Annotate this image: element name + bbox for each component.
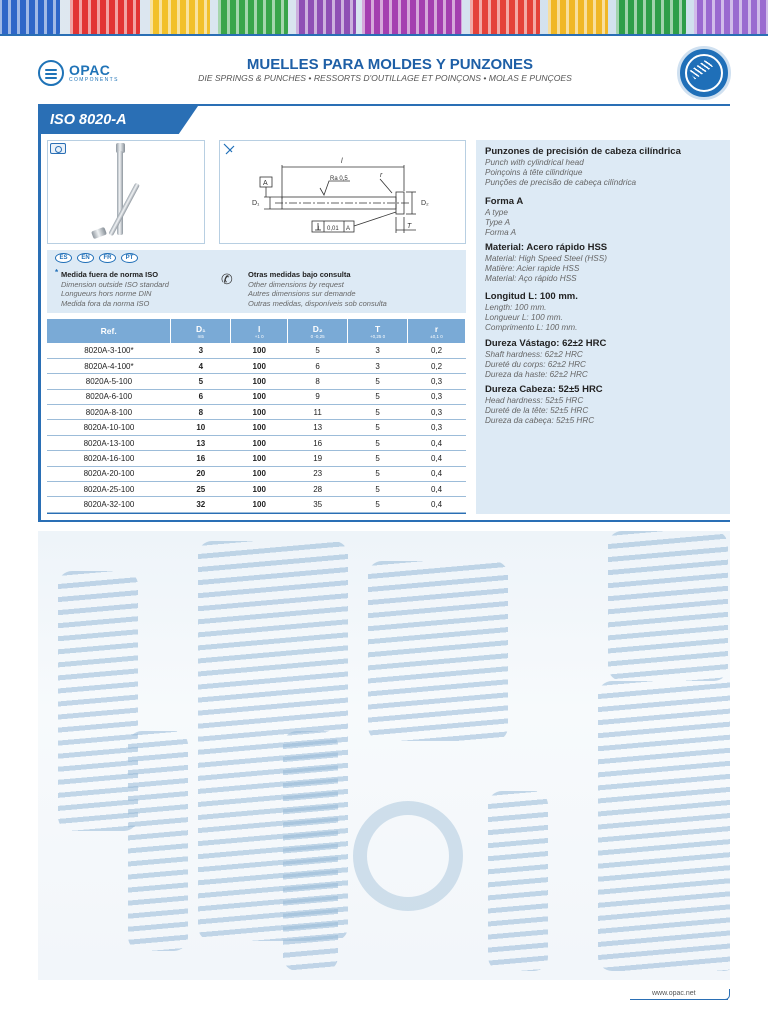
section-left-border (38, 134, 41, 522)
spec-translation: Comprimento L: 100 mm. (485, 322, 578, 332)
table-header-cell: l +1 0 (231, 319, 288, 343)
datum-a-label: A (263, 180, 268, 187)
table-header-cell: r ±0,1 0 (408, 319, 466, 343)
lang-es-badge[interactable]: ES (55, 253, 72, 263)
table-cell: 4 (171, 358, 231, 373)
lang-en-badge[interactable]: EN (77, 253, 94, 263)
table-cell: 0,2 (408, 358, 466, 373)
banner-divider (0, 34, 768, 36)
banner-spring (296, 0, 356, 34)
table-cell: 100 (231, 435, 288, 450)
dimensions-table (47, 319, 466, 513)
page-title: MUELLES PARA MOLDES Y PUNZONES (246, 56, 534, 73)
table-row (47, 358, 466, 373)
tolerance-value: 0,01 (327, 226, 339, 232)
bg-spring (598, 681, 730, 971)
banner-spring (218, 0, 288, 34)
lang-pt-badge[interactable]: PT (121, 253, 138, 263)
dim-d1-label: D₁ (252, 200, 260, 207)
banner-spring (548, 0, 608, 34)
spec-block (485, 384, 603, 425)
camera-icon (50, 143, 66, 154)
table-row (47, 405, 466, 420)
table-cell: 23 (288, 466, 348, 481)
table-row (47, 482, 466, 497)
table-cell: 20 (171, 466, 231, 481)
table-cell: 5 (348, 497, 408, 512)
brand-subtitle: COMPONENTS (69, 77, 119, 83)
table-cell: 5 (348, 435, 408, 450)
opac-logo-icon (38, 60, 64, 86)
asterisk-marker: * (55, 268, 59, 277)
table-cell: 0,4 (408, 435, 466, 450)
table-cell: 8 (288, 374, 348, 389)
spec-translation: Head hardness: 52±5 HRC (485, 396, 584, 405)
table-cell: 13 (288, 420, 348, 435)
table-cell: 100 (231, 497, 288, 512)
banner-spring (616, 0, 686, 34)
table-cell: 8 (171, 405, 231, 420)
table-cell: 8020A-3-100* (47, 343, 171, 358)
pencil-icon (224, 144, 234, 154)
table-cell: 19 (288, 451, 348, 466)
table-row (47, 343, 466, 358)
table-cell: 8020A-32-100 (47, 497, 171, 512)
table-row (47, 389, 466, 404)
table-cell: 8020A-5-100 (47, 374, 171, 389)
spec-block (485, 338, 606, 379)
table-cell: 5 (348, 466, 408, 481)
table-cell: 100 (231, 374, 288, 389)
table-cell: 8020A-6-100 (47, 389, 171, 404)
spec-translation: Matière: Acier rapide HSS (485, 263, 580, 273)
spec-heading: Material: Acero rápido HSS (485, 242, 608, 253)
table-cell: 6 (171, 389, 231, 404)
table-cell: 0,4 (408, 497, 466, 512)
bg-spring (283, 731, 338, 971)
spec-translation: Type A (485, 217, 511, 227)
footer-website-link[interactable]: www.opac.net (652, 990, 696, 997)
table-header-cell: D₁ m5 (171, 319, 231, 343)
brand-name: OPAC (69, 62, 111, 78)
spec-translation: Shaft hardness: 62±2 HRC (485, 350, 583, 359)
table-row (47, 451, 466, 466)
spec-translation: Dureté de la tête: 52±5 HRC (485, 405, 589, 415)
banner-spring (150, 0, 210, 34)
lang-fr-badge[interactable]: FR (99, 253, 116, 263)
spec-translation: Dureza da haste: 62±2 HRC (485, 369, 588, 379)
spec-translation: Length: 100 mm. (485, 303, 547, 312)
table-cell: 0,3 (408, 374, 466, 389)
bg-spring (58, 571, 138, 831)
table-cell: 5 (171, 374, 231, 389)
table-cell: 35 (288, 497, 348, 512)
table-cell: 13 (171, 435, 231, 450)
table-cell: 5 (348, 451, 408, 466)
table-row (47, 420, 466, 435)
bg-spring (128, 731, 188, 951)
table-header-cell: T +0,25 0 (348, 319, 408, 343)
table-cell: 8020A-20-100 (47, 466, 171, 481)
technical-drawing (220, 141, 467, 245)
footer-rule (630, 999, 728, 1000)
table-header-row (47, 319, 466, 343)
roughness-label: Ra 0,5 (330, 176, 348, 182)
spec-translation: Forma A (485, 227, 517, 237)
spec-translation: Dureza da cabeça: 52±5 HRC (485, 415, 595, 425)
section-rule (38, 104, 730, 106)
banner-spring (70, 0, 140, 34)
spec-heading: Dureza Cabeza: 52±5 HRC (485, 384, 603, 395)
punch-shaft-image (108, 183, 140, 237)
bg-spring-ring (353, 801, 463, 911)
spec-block (485, 146, 681, 187)
spec-block (485, 242, 607, 283)
table-cell: 8020A-16-100 (47, 451, 171, 466)
table-cell: 5 (348, 389, 408, 404)
table-row (47, 435, 466, 450)
table-body (47, 343, 466, 512)
table-cell: 0,3 (408, 389, 466, 404)
bg-spring (368, 561, 508, 741)
table-cell: 5 (348, 374, 408, 389)
table-cell: 0,4 (408, 466, 466, 481)
spec-translation: Longueur L: 100 mm. (485, 312, 563, 322)
table-cell: 100 (231, 405, 288, 420)
note-other-dimensions: Otras medidas bajo consulta Other dimensions by request Autres dimensions sur demande Outras medidas, disponíveis sob consulta (248, 270, 387, 308)
table-cell: 5 (288, 343, 348, 358)
table-cell: 0,2 (408, 343, 466, 358)
spec-translation: A type (485, 208, 508, 217)
dim-d2-label: D₂ (421, 200, 429, 207)
section-bottom-border (38, 520, 730, 522)
banner-spring (362, 0, 462, 34)
table-cell: 16 (288, 435, 348, 450)
table-cell: 0,3 (408, 405, 466, 420)
bg-spring (488, 791, 548, 971)
springs-banner (0, 0, 768, 34)
technical-drawing-panel (219, 140, 466, 244)
dim-t-label: T (407, 223, 412, 230)
table-cell: 100 (231, 482, 288, 497)
table-cell: 5 (348, 405, 408, 420)
table-row (47, 374, 466, 389)
spec-translation: Poinçoins à tête cilindrique (485, 167, 583, 177)
table-cell: 9 (288, 389, 348, 404)
table-cell: 8020A-10-100 (47, 420, 171, 435)
spec-block (485, 291, 578, 332)
table-cell: 10 (171, 420, 231, 435)
spec-heading: Dureza Vástago: 62±2 HRC (485, 338, 607, 349)
dim-l-label: l (341, 158, 343, 165)
note-outside-iso: Medida fuera de norma ISO Dimension outside ISO standard Longueurs hors norme DIN Medida fora da norma ISO (61, 270, 169, 308)
spec-translation: Dureté du corps: 62±2 HRC (485, 359, 586, 369)
table-cell: 25 (171, 482, 231, 497)
table-cell: 100 (231, 420, 288, 435)
product-photo-panel (47, 140, 205, 244)
banner-spring (0, 0, 60, 34)
spec-translation: Material: High Speed Steel (HSS) (485, 254, 607, 263)
footer-corner (722, 989, 730, 1000)
table-cell: 0,4 (408, 451, 466, 466)
spec-translation: Material: Aço rápido HSS (485, 273, 577, 283)
banner-spring (470, 0, 540, 34)
banner-spring (694, 0, 768, 34)
page-subtitle: DIE SPRINGS & PUNCHES • RESSORTS D'OUTILLAGE ET POINÇONS • MOLAS E PUNÇOES (198, 73, 572, 83)
table-cell: 28 (288, 482, 348, 497)
section-title: ISO 8020-A (50, 112, 127, 128)
table-cell: 0,3 (408, 420, 466, 435)
table-cell: 3 (348, 343, 408, 358)
table-cell: 11 (288, 405, 348, 420)
table-row (47, 497, 466, 512)
table-cell: 100 (231, 343, 288, 358)
table-cell: 8020A-8-100 (47, 405, 171, 420)
table-cell: 100 (231, 389, 288, 404)
table-cell: 5 (348, 420, 408, 435)
table-cell: 100 (231, 358, 288, 373)
table-cell: 100 (231, 466, 288, 481)
table-row (47, 466, 466, 481)
tolerance-datum: A (346, 226, 351, 232)
table-cell: 3 (171, 343, 231, 358)
table-cell: 8020A-25-100 (47, 482, 171, 497)
bg-spring (608, 531, 728, 681)
table-cell: 100 (231, 451, 288, 466)
table-cell: 8020A-4-100* (47, 358, 171, 373)
table-cell: 16 (171, 451, 231, 466)
phone-icon: ✆ (221, 271, 233, 287)
spec-heading: Punzones de precisión de cabeza cilíndrica (485, 146, 681, 157)
table-cell: 8020A-13-100 (47, 435, 171, 450)
spec-heading: Forma A (485, 196, 524, 207)
table-cell: 3 (348, 358, 408, 373)
spec-translation: Punções de precisão de cabeça cilíndrica (485, 177, 637, 187)
table-cell: 0,4 (408, 482, 466, 497)
spring-icon (677, 46, 731, 100)
opac-logo[interactable] (38, 60, 118, 86)
table-header-cell: Ref. (47, 319, 171, 343)
punch-head-image (91, 227, 107, 239)
table-cell: 32 (171, 497, 231, 512)
table-header-cell: D₂ 0 -0,25 (288, 319, 348, 343)
dim-r-label: r (380, 172, 383, 179)
table-cell: 5 (348, 482, 408, 497)
spec-translation: Punch with cylindrical head (485, 158, 584, 167)
springs-background-image (38, 531, 730, 980)
spec-block (485, 196, 523, 237)
perpendicularity-symbol: ⊥ (316, 226, 322, 232)
spec-heading: Longitud L: 100 mm. (485, 291, 578, 302)
table-bottom-rule (47, 513, 466, 514)
table-cell: 6 (288, 358, 348, 373)
